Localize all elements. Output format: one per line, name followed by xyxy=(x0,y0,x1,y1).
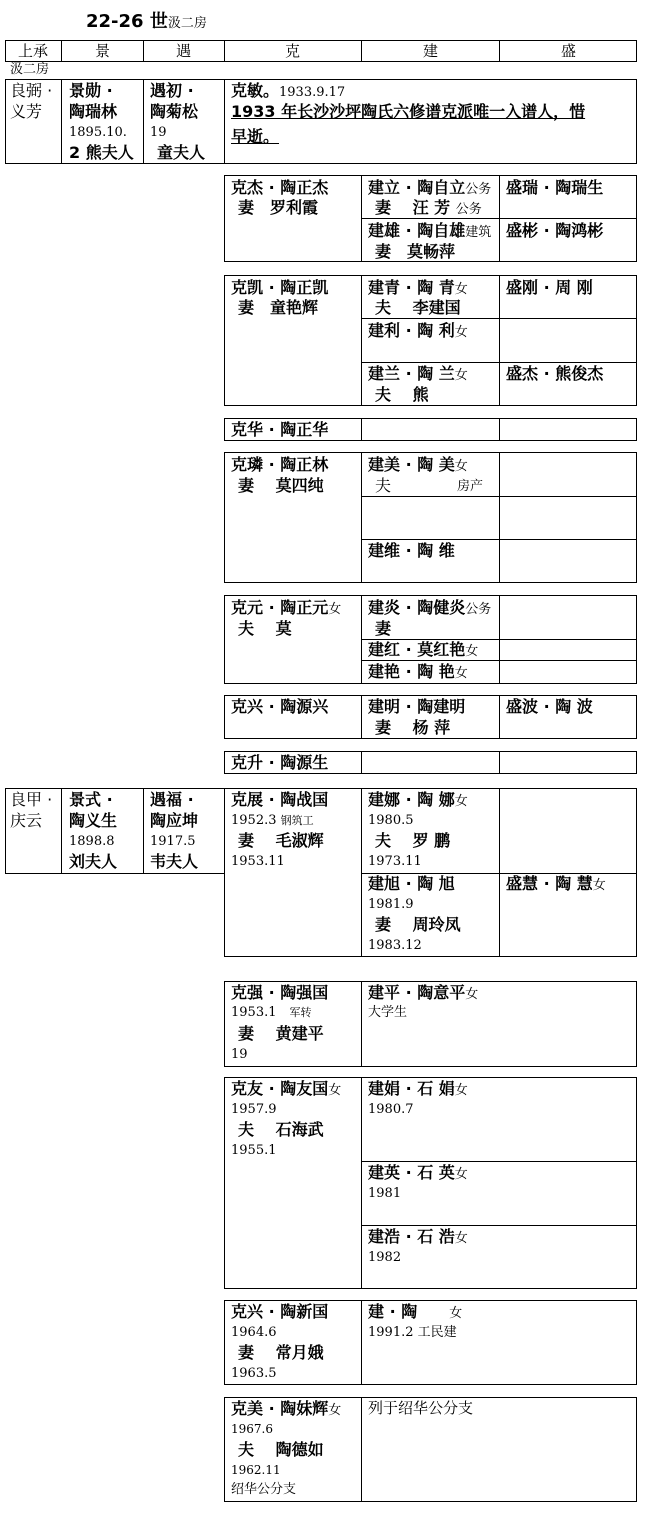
keyuan-name: 克元 · 陶正元女 xyxy=(231,598,342,617)
keyou-group xyxy=(224,1077,637,1289)
line2-yu-c: 1917.5 xyxy=(150,834,196,849)
kemei-name: 克美 · 陶妹辉女 xyxy=(231,1399,342,1418)
jianmei-husband: 夫 xyxy=(375,476,392,495)
jianxu-wife-date: 1983.12 xyxy=(368,938,422,953)
jianjuan-date: 1980.7 xyxy=(368,1102,414,1117)
keyou-name: 克友 · 陶友国女 xyxy=(231,1079,342,1098)
kekai-name: 克凯 · 陶正凯 xyxy=(231,278,329,297)
jianying-name: 建英 · 石 英女 xyxy=(368,1163,468,1182)
kemei-husband-date: 1962.11 xyxy=(231,1463,281,1477)
jianna-date: 1980.5 xyxy=(368,813,414,828)
line1-jing-a: 景勋 · xyxy=(69,81,113,100)
kesheng-name: 克升 · 陶源生 xyxy=(231,753,329,772)
kemin-name: 克敏。1933.9.17 xyxy=(231,81,346,100)
jianmei-name: 建美 · 陶 美女 xyxy=(368,455,468,474)
page-title xyxy=(86,13,207,31)
header-jing: 景 xyxy=(95,42,111,60)
header-jian: 建 xyxy=(423,42,439,60)
jianxu-name: 建旭 · 陶 旭 xyxy=(368,874,455,893)
jianyan-wife: 妻 xyxy=(375,619,392,638)
line2-yu-d: 韦夫人 xyxy=(150,852,199,871)
jianjuan-name: 建娟 · 石 娟女 xyxy=(368,1079,468,1098)
shengjie-name: 盛杰 · 熊俊杰 xyxy=(506,364,604,383)
line1-yu-b: 陶菊松 xyxy=(150,102,199,121)
shenggang-name: 盛刚 · 周 刚 xyxy=(506,278,593,297)
kexing2-wife: 妻 常月娥 xyxy=(238,1343,324,1362)
jiantao-name: 建 · 陶 女 xyxy=(368,1302,463,1321)
jianmei-fangchan: 房产 xyxy=(457,479,484,494)
keqiang-date: 1953.1 军转 xyxy=(231,1005,312,1020)
kezhan-date: 1952.3 钢筑工 xyxy=(231,813,314,828)
shengbo-name: 盛波 · 陶 波 xyxy=(506,697,593,716)
jianli2-name: 建利 · 陶 利女 xyxy=(368,321,468,340)
kezhan-name: 克展 · 陶战国 xyxy=(231,790,329,809)
jianxiong-name: 建雄 · 陶自雄建筑 xyxy=(368,221,492,240)
keyou-date: 1957.9 xyxy=(231,1102,277,1117)
kemei-husband: 夫 陶德如 xyxy=(238,1440,324,1459)
line1-yu-d: 童夫人 xyxy=(157,143,206,162)
kelin-wife: 妻 莫四纯 xyxy=(238,476,324,495)
jianhong-name: 建红 · 莫红艳女 xyxy=(368,640,479,659)
keyou-husband: 夫 石海武 xyxy=(238,1120,324,1139)
branch-label: 汲二房 xyxy=(10,62,50,77)
jianli-wife: 妻 汪 芳 公务 xyxy=(375,198,482,217)
jianqing-husband: 夫 李建国 xyxy=(375,298,461,317)
kehua-name: 克华 · 陶正华 xyxy=(231,420,329,439)
line2-shangcheng-a: 良甲 · xyxy=(10,790,53,809)
jiantao-date: 1991.2 工民建 xyxy=(368,1325,457,1340)
line1-jing-b: 陶瑞林 xyxy=(69,102,118,121)
jianxu-wife: 妻 周玲凤 xyxy=(375,915,461,934)
jianqing-name: 建青 · 陶 青女 xyxy=(368,278,468,297)
jianping-name: 建平 · 陶意平女 xyxy=(368,983,479,1002)
kemei-date: 1967.6 xyxy=(231,1422,273,1436)
keqiang-name: 克强 · 陶强国 xyxy=(231,983,329,1002)
jianwei-name: 建维 · 陶 维 xyxy=(368,541,455,560)
shengbin-name: 盛彬 · 陶鸿彬 xyxy=(506,221,604,240)
kelin-name: 克璘 · 陶正林 xyxy=(231,455,329,474)
jianming-name: 建明 · 陶建明 xyxy=(368,697,466,716)
jianping-note: 大学生 xyxy=(368,1005,408,1020)
jianlan-name: 建兰 · 陶 兰女 xyxy=(368,364,468,383)
jianying-date: 1981 xyxy=(368,1186,402,1201)
keyuan-husband: 夫 莫 xyxy=(238,619,292,638)
kemin-note-1: 1933 年长沙沙坪陶氏六修谱克派唯一入谱人，惜 xyxy=(231,102,586,121)
kemei-note: 列于绍华公分支 xyxy=(368,1399,474,1417)
header-ke: 克 xyxy=(285,42,301,60)
jianyan-name: 建炎 · 陶健炎公务 xyxy=(368,598,492,617)
kexing-name: 克兴 · 陶源兴 xyxy=(231,697,329,716)
shenghui-name: 盛慧 · 陶 慧女 xyxy=(506,874,606,893)
kexing2-wife-date: 1963.5 xyxy=(231,1366,277,1381)
line1-jing-c: 1895.10. xyxy=(69,125,127,140)
shengrui-name: 盛瑞 · 陶瑞生 xyxy=(506,178,604,197)
line1-shangcheng-b: 义芳 xyxy=(10,102,43,121)
title-sub: 汲二房 xyxy=(167,16,207,31)
line2-jing-b: 陶义生 xyxy=(69,811,118,830)
jianyan2-name: 建艳 · 陶 艳女 xyxy=(368,662,468,681)
line1-yu-c: 19 xyxy=(150,125,167,140)
jianhao-name: 建浩 · 石 浩女 xyxy=(368,1227,468,1246)
kejie-name: 克杰 · 陶正杰 xyxy=(231,178,329,197)
jianxiong-wife: 妻 莫畅萍 xyxy=(375,242,456,261)
kezhan-wife-date: 1953.11 xyxy=(231,854,285,869)
jianna-husband: 夫 罗 鹏 xyxy=(375,831,451,850)
line1-shangcheng-a: 良弼 · xyxy=(10,81,53,100)
jianhao-date: 1982 xyxy=(368,1250,402,1265)
jianxu-date: 1981.9 xyxy=(368,897,414,912)
kezhan-wife: 妻 毛淑辉 xyxy=(238,831,324,850)
line2-jing-a: 景式 · xyxy=(69,790,113,809)
line2-jing-d: 刘夫人 xyxy=(69,852,118,871)
header-sheng: 盛 xyxy=(561,42,577,60)
keqiang-wife-date: 19 xyxy=(231,1047,248,1062)
jianli-name: 建立 · 陶自立公务 xyxy=(368,178,492,197)
line2-shangcheng-b: 庆云 xyxy=(10,811,43,830)
line1-yu-a: 遇初 · xyxy=(150,81,194,100)
line2-yu-a: 遇福 · xyxy=(150,790,194,809)
jianlan-husband: 夫 熊 xyxy=(375,385,429,404)
keyou-husband-date: 1955.1 xyxy=(231,1143,277,1158)
kexing2-name: 克兴 · 陶新国 xyxy=(231,1302,329,1321)
line1-jing-d: 2 熊夫人 xyxy=(69,143,134,162)
jianna-name: 建娜 · 陶 娜女 xyxy=(368,790,468,809)
keqiang-wife: 妻 黄建平 xyxy=(238,1024,324,1043)
header-yu: 遇 xyxy=(176,42,192,60)
kemei-branch: 绍华公分支 xyxy=(231,1482,297,1497)
kekai-wife: 妻 童艳辉 xyxy=(238,298,319,317)
kejie-wife: 妻 罗利霞 xyxy=(238,198,319,217)
line2-jing-c: 1898.8 xyxy=(69,834,115,849)
title-main: 22-26 世 xyxy=(86,11,168,32)
jianming-wife: 妻 杨 萍 xyxy=(375,718,451,737)
line2-yu-b: 陶应坤 xyxy=(150,811,199,830)
kemin-note-2: 早逝。 xyxy=(231,127,280,146)
kexing2-date: 1964.6 xyxy=(231,1325,277,1340)
jianna-husband-date: 1973.11 xyxy=(368,854,422,869)
header-shangcheng: 上承 xyxy=(18,42,49,60)
